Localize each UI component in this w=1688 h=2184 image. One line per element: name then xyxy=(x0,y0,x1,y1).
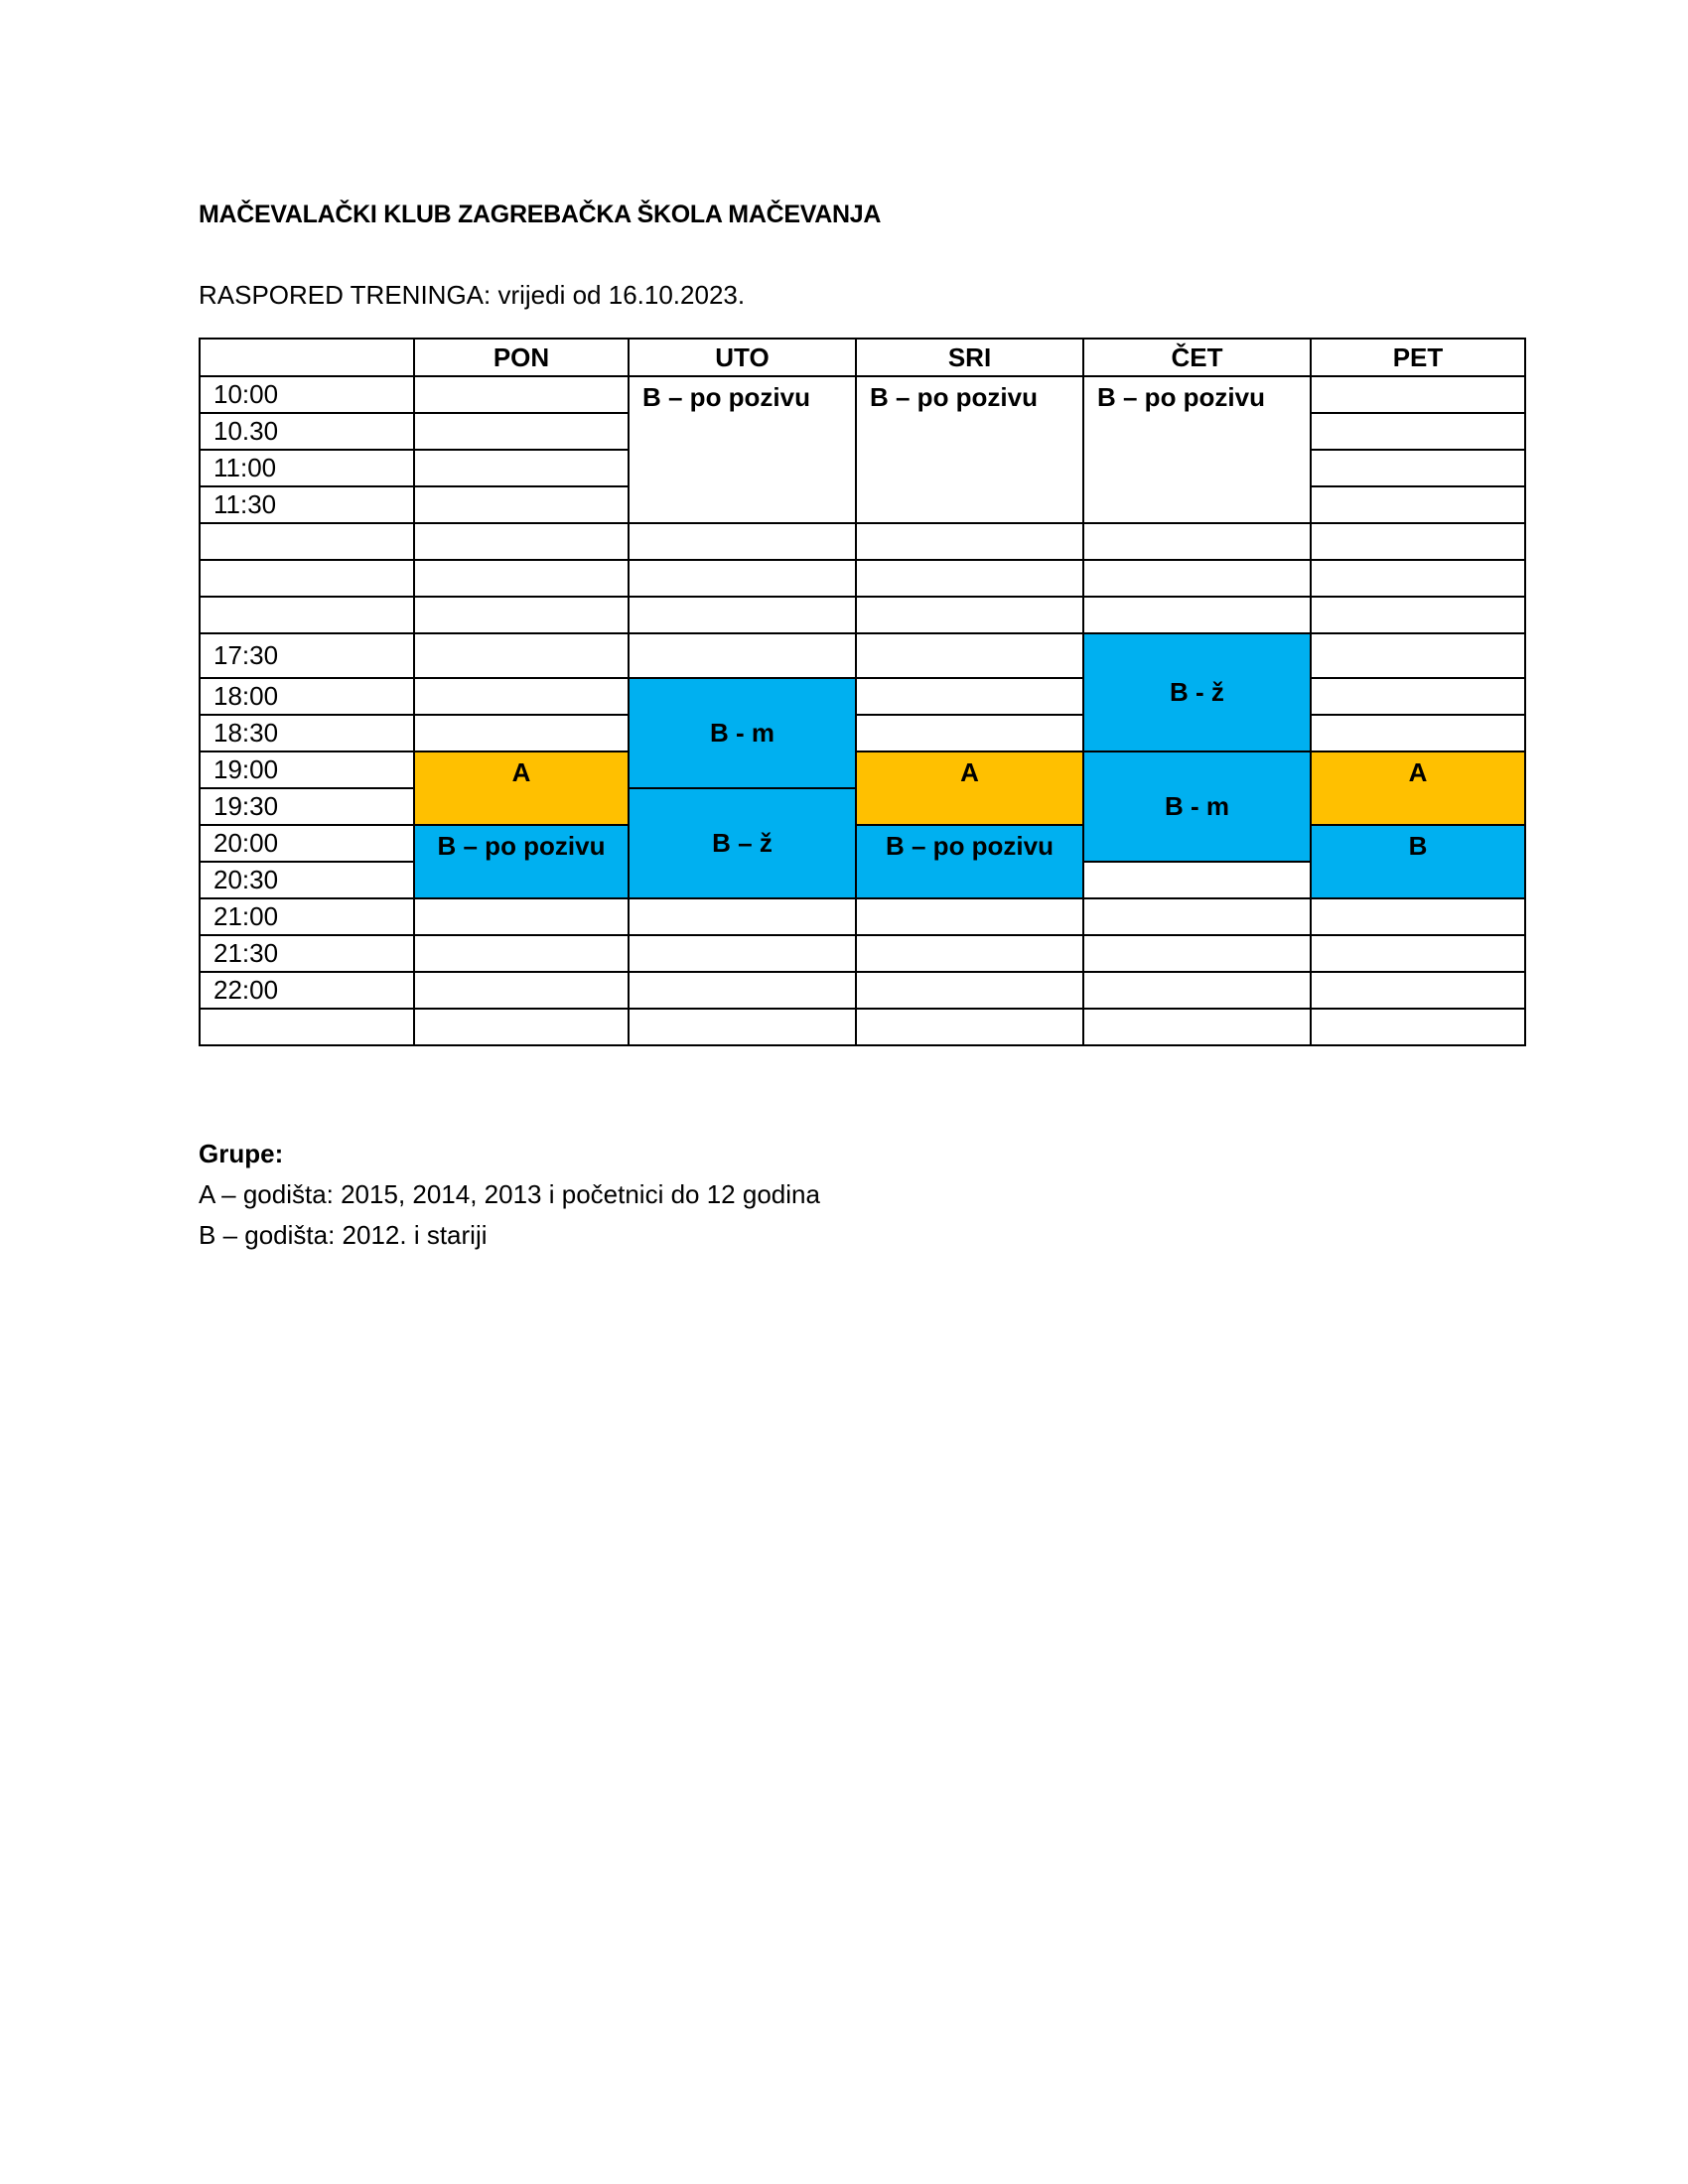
schedule-cell xyxy=(629,633,856,678)
schedule-cell xyxy=(414,450,629,486)
table-row xyxy=(200,972,1525,1009)
schedule-cell xyxy=(414,413,629,450)
slot-cet-b-z: B - ž xyxy=(1083,633,1311,751)
time-label: 18:30 xyxy=(200,715,414,751)
schedule-cell xyxy=(629,935,856,972)
table-row xyxy=(200,376,1525,413)
document-title: MAČEVALAČKI KLUB ZAGREBAČKA ŠKOLA MAČEVANJA xyxy=(199,201,882,228)
schedule-cell xyxy=(1083,597,1311,633)
slot-uto-b-z: B – ž xyxy=(629,788,856,898)
schedule-cell xyxy=(414,560,629,597)
schedule-cell xyxy=(414,486,629,523)
schedule-cell xyxy=(1311,715,1525,751)
slot-uto-morning: B – po pozivu xyxy=(629,376,856,523)
time-label: 19:00 xyxy=(200,751,414,788)
schedule-cell xyxy=(414,1009,629,1045)
table-row xyxy=(200,751,1525,788)
schedule-cell xyxy=(629,972,856,1009)
time-label: 21:00 xyxy=(200,898,414,935)
time-label: 10:00 xyxy=(200,376,414,413)
day-header-uto: UTO xyxy=(629,339,856,376)
time-label: 20:00 xyxy=(200,825,414,862)
schedule-cell xyxy=(1083,862,1311,898)
schedule-cell xyxy=(1311,597,1525,633)
slot-uto-b-m: B - m xyxy=(629,678,856,788)
schedule-cell xyxy=(1311,413,1525,450)
schedule-cell xyxy=(1311,523,1525,560)
table-row xyxy=(200,1009,1525,1045)
schedule-cell xyxy=(1311,376,1525,413)
time-label xyxy=(200,523,414,560)
time-label: 22:00 xyxy=(200,972,414,1009)
time-label: 18:00 xyxy=(200,678,414,715)
schedule-cell xyxy=(629,560,856,597)
time-label: 10.30 xyxy=(200,413,414,450)
time-label: 17:30 xyxy=(200,633,414,678)
time-label: 20:30 xyxy=(200,862,414,898)
schedule-cell xyxy=(856,935,1083,972)
schedule-cell xyxy=(856,1009,1083,1045)
schedule-cell xyxy=(1311,450,1525,486)
slot-cet-morning: B – po pozivu xyxy=(1083,376,1311,523)
schedule-cell xyxy=(1083,1009,1311,1045)
schedule-cell xyxy=(856,597,1083,633)
schedule-cell xyxy=(1311,972,1525,1009)
table-row xyxy=(200,560,1525,597)
table-row xyxy=(200,678,1525,715)
schedule-cell xyxy=(414,898,629,935)
schedule-cell xyxy=(1083,898,1311,935)
schedule-cell xyxy=(414,972,629,1009)
schedule-cell xyxy=(414,935,629,972)
table-row xyxy=(200,935,1525,972)
schedule-cell xyxy=(1311,633,1525,678)
groups-legend xyxy=(199,1134,820,1256)
table-row xyxy=(200,633,1525,678)
schedule-cell xyxy=(856,678,1083,715)
time-label: 11:00 xyxy=(200,450,414,486)
schedule-cell xyxy=(1083,972,1311,1009)
table-row xyxy=(200,825,1525,862)
schedule-cell xyxy=(414,597,629,633)
day-header-sri: SRI xyxy=(856,339,1083,376)
table-row xyxy=(200,715,1525,751)
schedule-cell xyxy=(629,597,856,633)
schedule-cell xyxy=(1311,1009,1525,1045)
corner-cell xyxy=(200,339,414,376)
schedule-cell xyxy=(1311,678,1525,715)
slot-pet-a: A xyxy=(1311,751,1525,825)
schedule-cell xyxy=(1083,560,1311,597)
schedule-cell xyxy=(1311,560,1525,597)
schedule-subtitle: RASPORED TRENINGA: vrijedi od 16.10.2023. xyxy=(199,280,746,310)
legend-heading: Grupe: xyxy=(199,1139,284,1168)
schedule-cell xyxy=(414,678,629,715)
schedule-cell xyxy=(856,715,1083,751)
schedule-cell xyxy=(856,972,1083,1009)
day-header-pet: PET xyxy=(1311,339,1525,376)
schedule-cell xyxy=(414,523,629,560)
schedule-cell xyxy=(856,523,1083,560)
schedule-cell xyxy=(414,376,629,413)
schedule-cell xyxy=(414,633,629,678)
time-label: 21:30 xyxy=(200,935,414,972)
time-label: 11:30 xyxy=(200,486,414,523)
schedule-table-wrap xyxy=(199,338,1526,1046)
table-row xyxy=(200,898,1525,935)
schedule-cell xyxy=(856,633,1083,678)
schedule-cell xyxy=(629,898,856,935)
slot-sri-morning: B – po pozivu xyxy=(856,376,1083,523)
slot-pon-a: A xyxy=(414,751,629,825)
day-header-cet: ČET xyxy=(1083,339,1311,376)
time-label xyxy=(200,560,414,597)
schedule-cell xyxy=(1311,486,1525,523)
schedule-cell xyxy=(1311,935,1525,972)
schedule-cell xyxy=(856,898,1083,935)
schedule-cell xyxy=(414,715,629,751)
slot-sri-a: A xyxy=(856,751,1083,825)
schedule-cell xyxy=(1083,935,1311,972)
slot-pet-b: B xyxy=(1311,825,1525,898)
slot-cet-b-m: B - m xyxy=(1083,751,1311,862)
time-label: 19:30 xyxy=(200,788,414,825)
slot-pon-b-po-pozivu: B – po pozivu xyxy=(414,825,629,898)
legend-line-a: A – godišta: 2015, 2014, 2013 i početnici do 12 godina xyxy=(199,1179,820,1209)
slot-sri-b-po-pozivu: B – po pozivu xyxy=(856,825,1083,898)
legend-line-b: B – godišta: 2012. i stariji xyxy=(199,1220,488,1250)
schedule-cell xyxy=(629,1009,856,1045)
schedule-cell xyxy=(1311,898,1525,935)
day-header-pon: PON xyxy=(414,339,629,376)
time-label xyxy=(200,597,414,633)
time-label xyxy=(200,1009,414,1045)
table-row xyxy=(200,597,1525,633)
table-row xyxy=(200,523,1525,560)
schedule-cell xyxy=(1083,523,1311,560)
schedule-cell xyxy=(856,560,1083,597)
table-header-row xyxy=(200,339,1525,376)
schedule-cell xyxy=(629,523,856,560)
schedule-table xyxy=(199,338,1526,1046)
